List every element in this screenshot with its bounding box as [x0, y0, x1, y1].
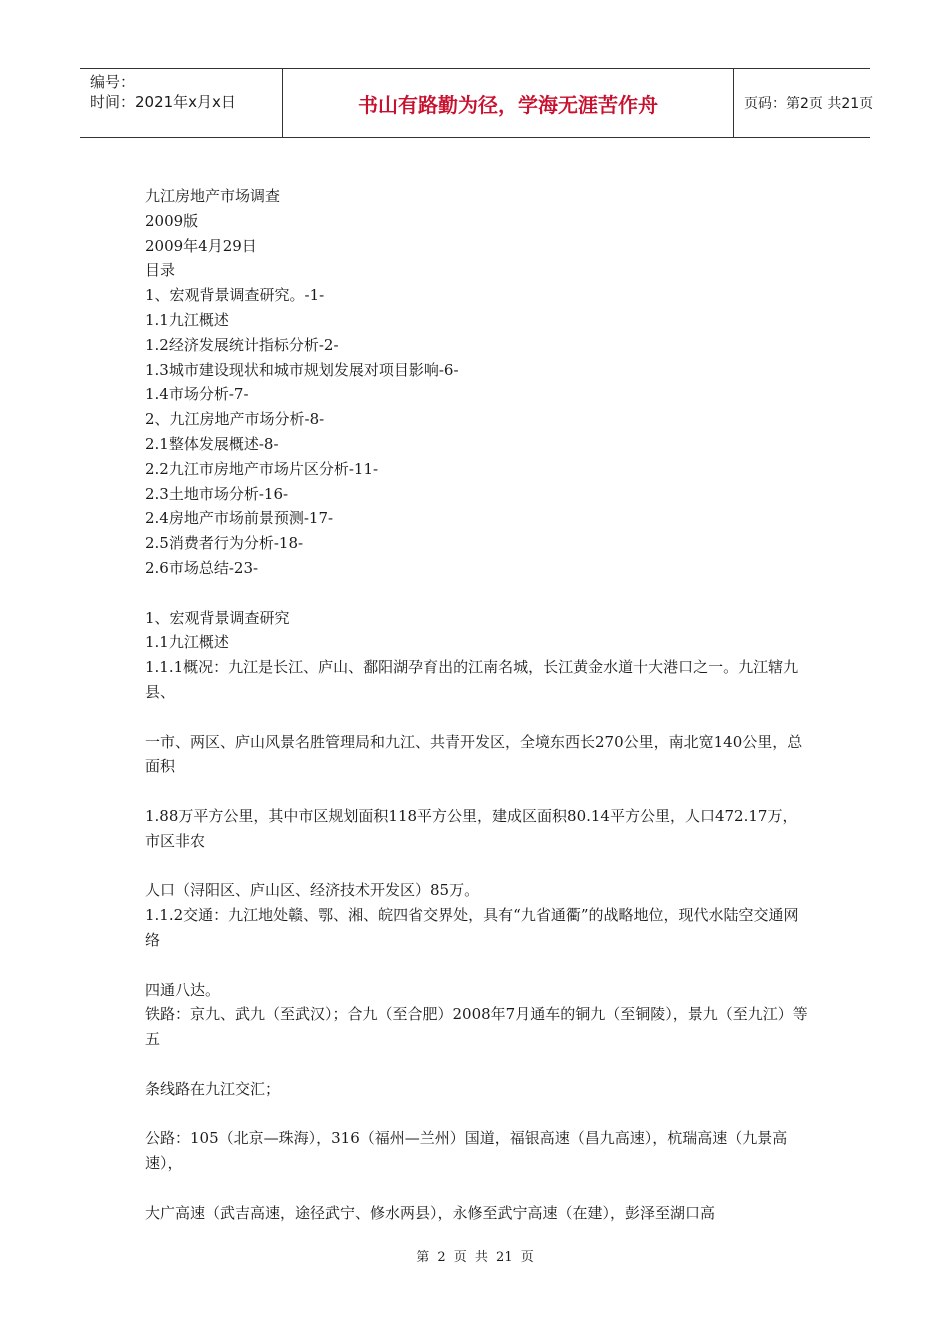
header-page-info: 页码：第2页 共21页 [744, 96, 874, 112]
paragraph-highway: 公路：105（北京—珠海），316（福州—兰州）国道，福银高速（昌九高速），杭瑞高速（九景高速）， [145, 1129, 788, 1173]
page-header [80, 68, 874, 138]
paragraph-overview: 1.1.1概况：九江是长江、庐山、鄱阳湖孕育出的江南名城，长江黄金水道十大港口之一。九江辖九县、 [145, 658, 799, 701]
paragraph-railway: 铁路：京九、武九（至武汉）；合九（至合肥）2008年7月通车的铜九（至铜陵），景九（至九江）等五 [145, 1005, 808, 1049]
toc-item: 2.2九江市房地产市场片区分析-11- [145, 459, 379, 478]
toc-item: 1.1九江概述 [145, 310, 229, 329]
toc-item: 1.4市场分析-7- [145, 385, 249, 404]
toc-item: 1、宏观背景调查研究。-1- [145, 286, 325, 305]
document-edition: 2009版 [145, 211, 199, 230]
toc-item: 2.6市场总结-23- [145, 558, 259, 577]
document-title: 九江房地产市场调查 [145, 187, 281, 205]
toc-item: 1.2经济发展统计指标分析-2- [145, 335, 339, 354]
page-footer: 第 2 页 共 21 页 [416, 1250, 534, 1265]
header-meta [80, 69, 282, 137]
paragraph-transport-cont: 四通八达。 [145, 980, 221, 999]
paragraph-area: 1.88万平方公里，其中市区规划面积118平方公里，建成区面积80.14平方公里，人口472.17万，市区非农 [145, 806, 798, 850]
subsection-heading: 1.1九江概述 [145, 633, 229, 652]
document-number-label: 编号： [90, 73, 136, 91]
header-motto: 书山有路勤为径，学海无涯苦作舟 [282, 69, 734, 137]
toc-item: 2、九江房地产市场分析-8- [145, 410, 325, 429]
paragraph-population: 人口（浔阳区、庐山区、经济技术开发区）85万。 [145, 881, 480, 900]
toc-title: 目录 [145, 261, 176, 280]
section-heading: 1、宏观背景调查研究 [145, 608, 290, 627]
paragraph-highway-cont: 大广高速（武吉高速，途径武宁、修水两县），永修至武宁高速（在建），彭泽至湖口高 [145, 1203, 716, 1222]
toc-item: 2.3土地市场分析-16- [145, 484, 289, 503]
toc-item: 2.1整体发展概述-8- [145, 434, 279, 453]
paragraph-railway-cont: 条线路在九江交汇； [145, 1079, 281, 1098]
paragraph-overview-cont: 一市、两区、庐山风景名胜管理局和九江、共青开发区，全境东西长270公里，南北宽140公里，总面积 [145, 732, 803, 776]
document-time-label: 时间：2021年x月x日 [90, 93, 236, 111]
toc-item: 1.3城市建设现状和城市规划发展对项目影响-6- [145, 360, 459, 379]
paragraph-transport: 1.1.2交通：九江地处赣、鄂、湘、皖四省交界处，具有“九省通衢”的战略地位，现代水陆空交通网络 [145, 906, 799, 949]
toc-item: 2.4房地产市场前景预测-17- [145, 509, 334, 528]
document-body [145, 184, 810, 1225]
document-date: 2009年4月29日 [145, 236, 257, 255]
toc-item: 2.5消费者行为分析-18- [145, 534, 304, 553]
